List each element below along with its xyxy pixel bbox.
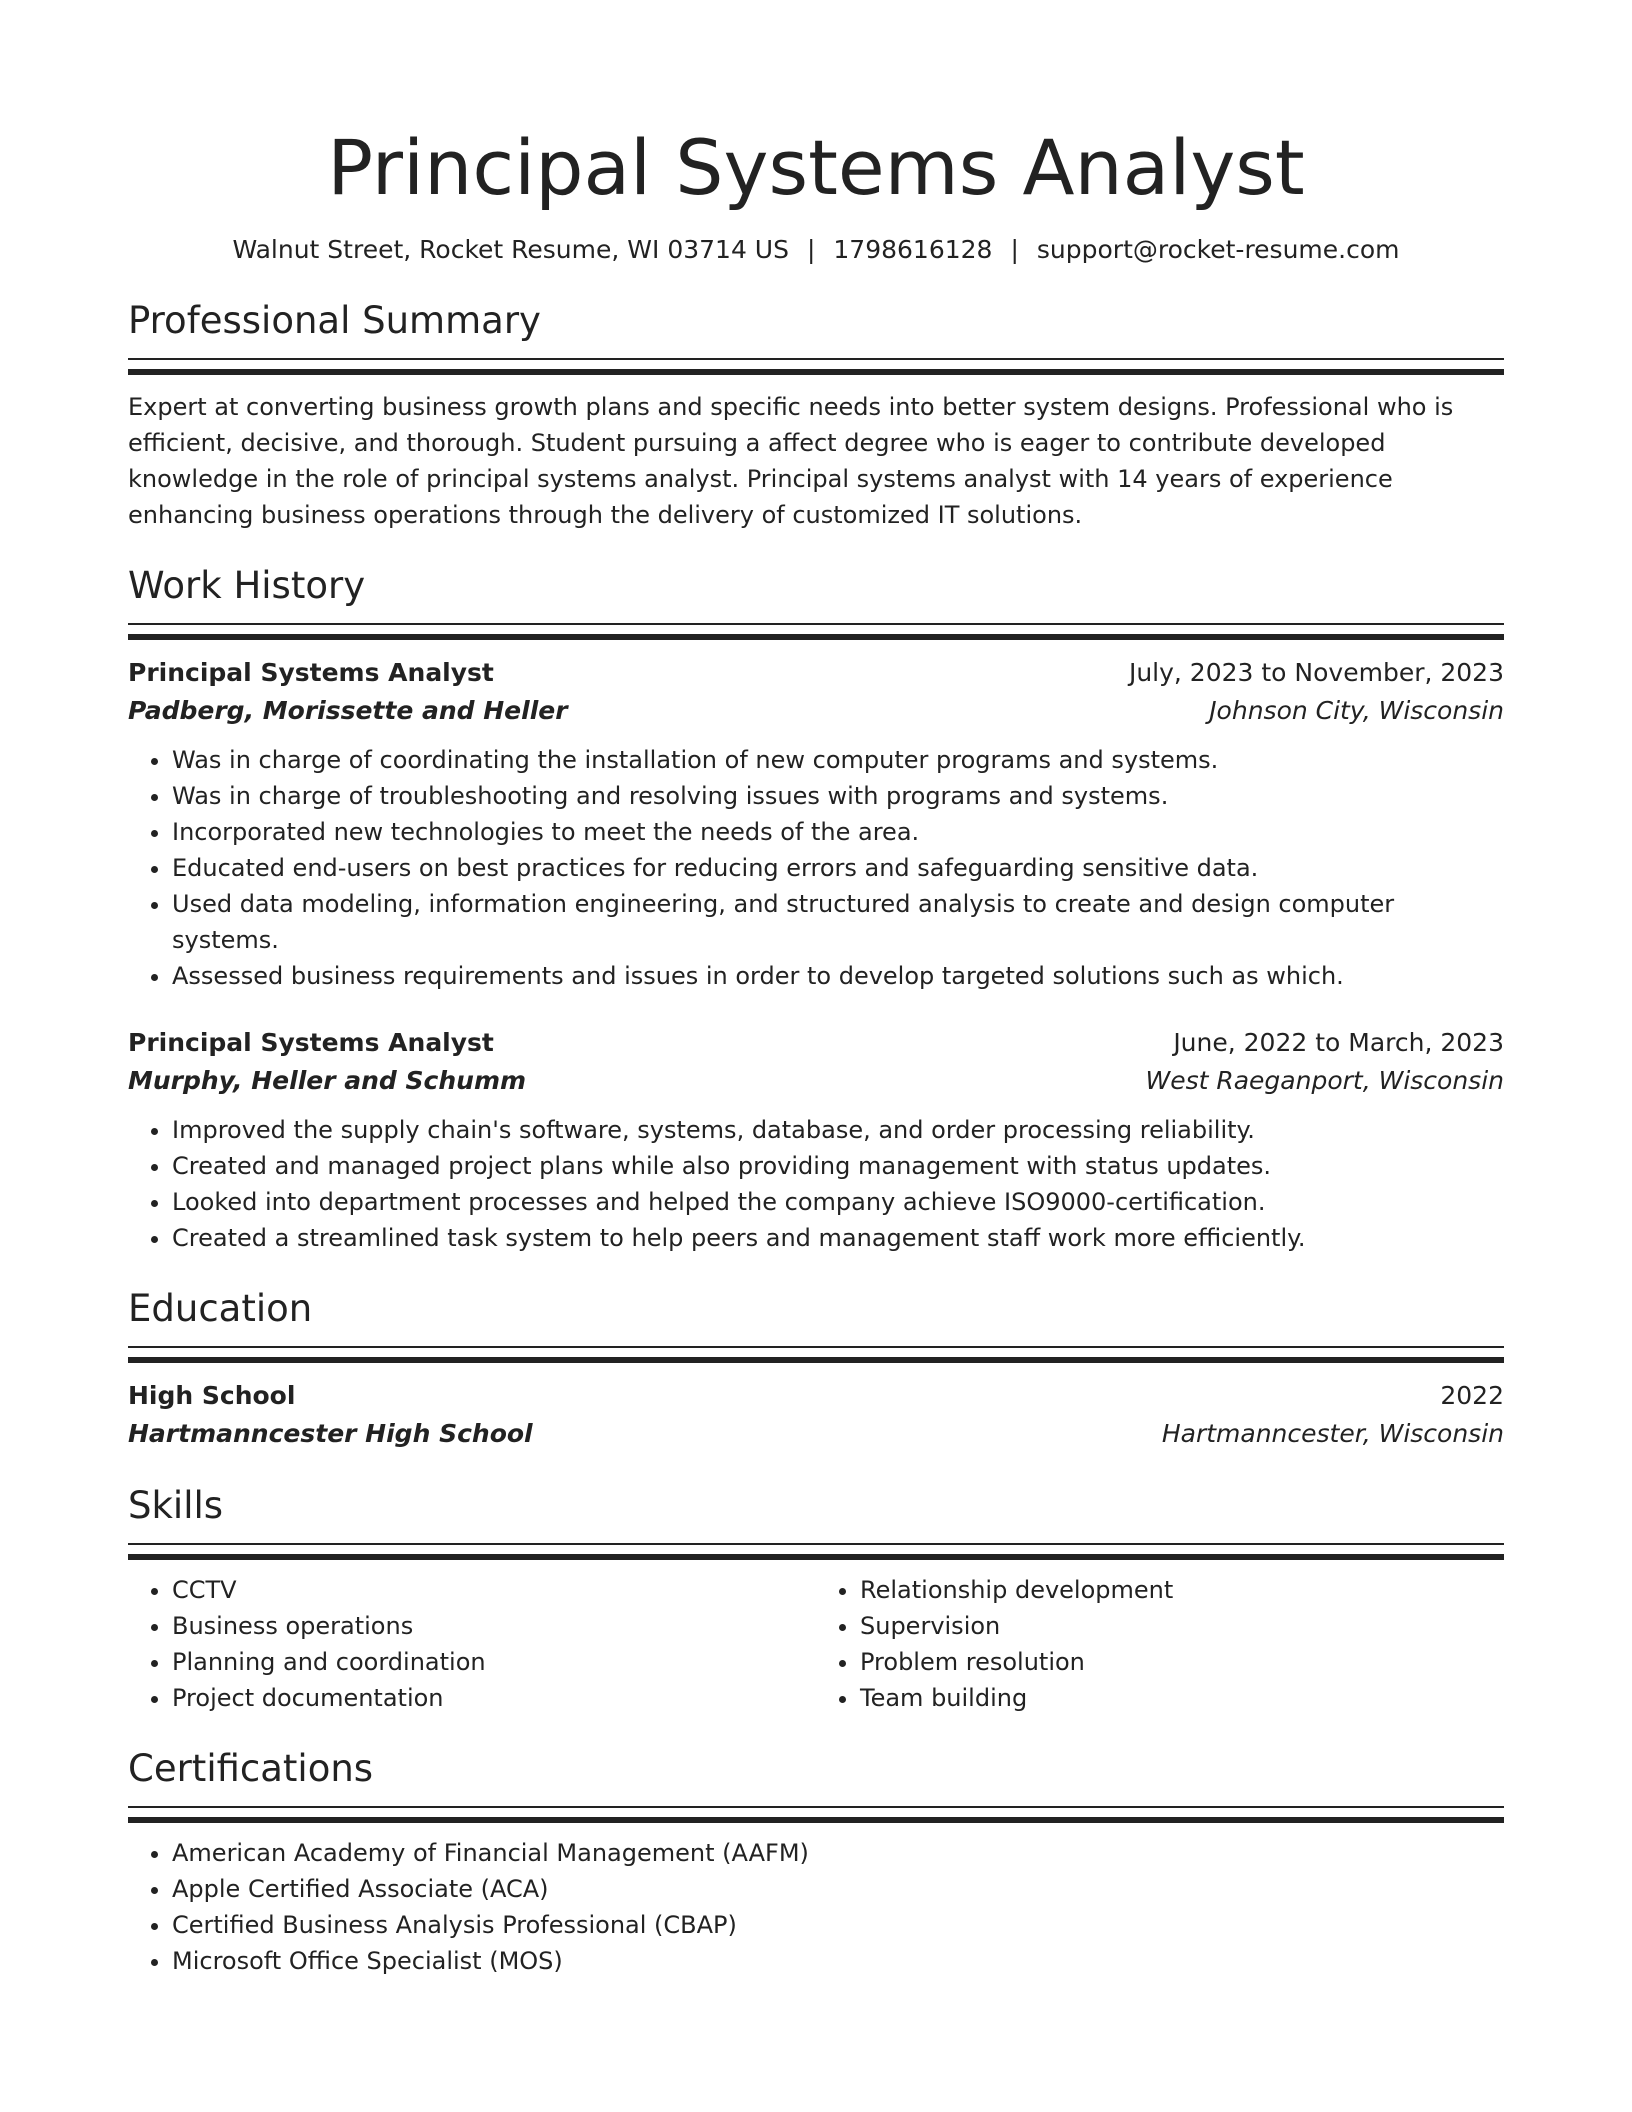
certification-item: • Certified Business Analysis Professional (CBAP) — [172, 1907, 1504, 1943]
contact-line — [128, 232, 1504, 268]
job-bullet: • Was in charge of troubleshooting and resolving issues with programs and systems. — [172, 778, 1504, 814]
job-company: Murphy, Heller and Schumm — [128, 1066, 527, 1095]
work-history-section — [128, 561, 1504, 1256]
contact-separator: | — [806, 235, 816, 264]
education-entry — [128, 1377, 1504, 1453]
job-bullets — [128, 1112, 1504, 1256]
contact-address: Walnut Street, Rocket Resume, WI 03714 US — [232, 235, 789, 264]
job-dates: July, 2023 to November, 2023 — [1128, 658, 1504, 687]
job-bullet: • Improved the supply chain's software, systems, database, and order processing reliability. — [172, 1112, 1504, 1148]
skill-item: • Business operations — [172, 1608, 816, 1644]
contact-separator: | — [1010, 235, 1019, 264]
section-divider — [128, 623, 1504, 640]
skills-section — [128, 1481, 1504, 1716]
skill-item: • CCTV — [172, 1572, 816, 1608]
job-bullets — [128, 742, 1504, 994]
section-divider — [128, 1806, 1504, 1823]
resume-name: Principal Systems Analyst — [327, 123, 1305, 212]
skills-list-right — [816, 1572, 1504, 1716]
job-bullet: • Used data modeling, information engineering, and structured analysis to create and design computer systems. — [172, 886, 1504, 958]
section-title-certifications: Certifications — [128, 1747, 374, 1790]
education-year: 2022 — [1440, 1381, 1504, 1410]
job-entry — [128, 1024, 1504, 1256]
job-title: Principal Systems Analyst — [128, 1028, 494, 1057]
summary-text: Expert at converting business growth plans and specific needs into better system designs. Professional who is efficient, decisive, and thorough. Student pursuing a affect degree who is eager to contribute developed knowledge in the role of principal systems analyst. Principal systems analyst with 14 years of experience enhancing business operations through the delivery of customized IT solutions. — [128, 393, 1454, 529]
contact-phone: 1798616128 — [833, 235, 993, 264]
job-entry — [128, 654, 1504, 994]
summary-section — [128, 296, 1504, 533]
section-divider — [128, 358, 1504, 375]
skill-item: • Supervision — [860, 1608, 1504, 1644]
job-dates: June, 2022 to March, 2023 — [1173, 1028, 1504, 1057]
job-company: Padberg, Morissette and Heller — [128, 696, 568, 725]
education-section — [128, 1284, 1504, 1453]
job-location: Johnson City, Wisconsin — [1209, 696, 1504, 725]
contact-email[interactable]: support@rocket-resume.com — [1036, 235, 1400, 264]
job-bullet: • Assessed business requirements and issues in order to develop targeted solutions such as which. — [172, 958, 1504, 994]
skill-item: • Team building — [860, 1680, 1504, 1716]
section-title-education: Education — [128, 1287, 313, 1330]
skills-list-left — [128, 1572, 816, 1716]
education-location: Hartmanncester, Wisconsin — [1161, 1419, 1504, 1448]
certification-item: • American Academy of Financial Management (AAFM) — [172, 1835, 1504, 1871]
certification-item: • Microsoft Office Specialist (MOS) — [172, 1943, 1504, 1979]
section-divider — [128, 1346, 1504, 1363]
certification-item: • Apple Certified Associate (ACA) — [172, 1871, 1504, 1907]
job-bullet: • Created a streamlined task system to help peers and management staff work more efficiently. — [172, 1220, 1504, 1256]
job-bullet: • Looked into department processes and helped the company achieve ISO9000-certification. — [172, 1184, 1504, 1220]
job-bullet: • Incorporated new technologies to meet the needs of the area. — [172, 814, 1504, 850]
section-title-work-history: Work History — [128, 564, 366, 607]
job-bullet: • Educated end-users on best practices for reducing errors and safeguarding sensitive data. — [172, 850, 1504, 886]
resume-page — [128, 118, 1504, 1979]
skills-columns — [128, 1572, 1504, 1716]
certifications-list — [128, 1835, 1504, 1979]
job-title: Principal Systems Analyst — [128, 658, 494, 687]
skill-item: • Project documentation — [172, 1680, 816, 1716]
skill-item: • Relationship development — [860, 1572, 1504, 1608]
section-title-skills: Skills — [128, 1484, 224, 1527]
certifications-section — [128, 1744, 1504, 1979]
job-bullet: • Created and managed project plans while also providing management with status updates. — [172, 1148, 1504, 1184]
section-divider — [128, 1543, 1504, 1560]
section-title-summary: Professional Summary — [128, 299, 541, 342]
education-school: Hartmanncester High School — [128, 1419, 533, 1448]
skill-item: • Problem resolution — [860, 1644, 1504, 1680]
skill-item: • Planning and coordination — [172, 1644, 816, 1680]
job-location: West Raeganport, Wisconsin — [1145, 1066, 1504, 1095]
job-bullet: • Was in charge of coordinating the installation of new computer programs and systems. — [172, 742, 1504, 778]
education-degree: High School — [128, 1381, 296, 1410]
